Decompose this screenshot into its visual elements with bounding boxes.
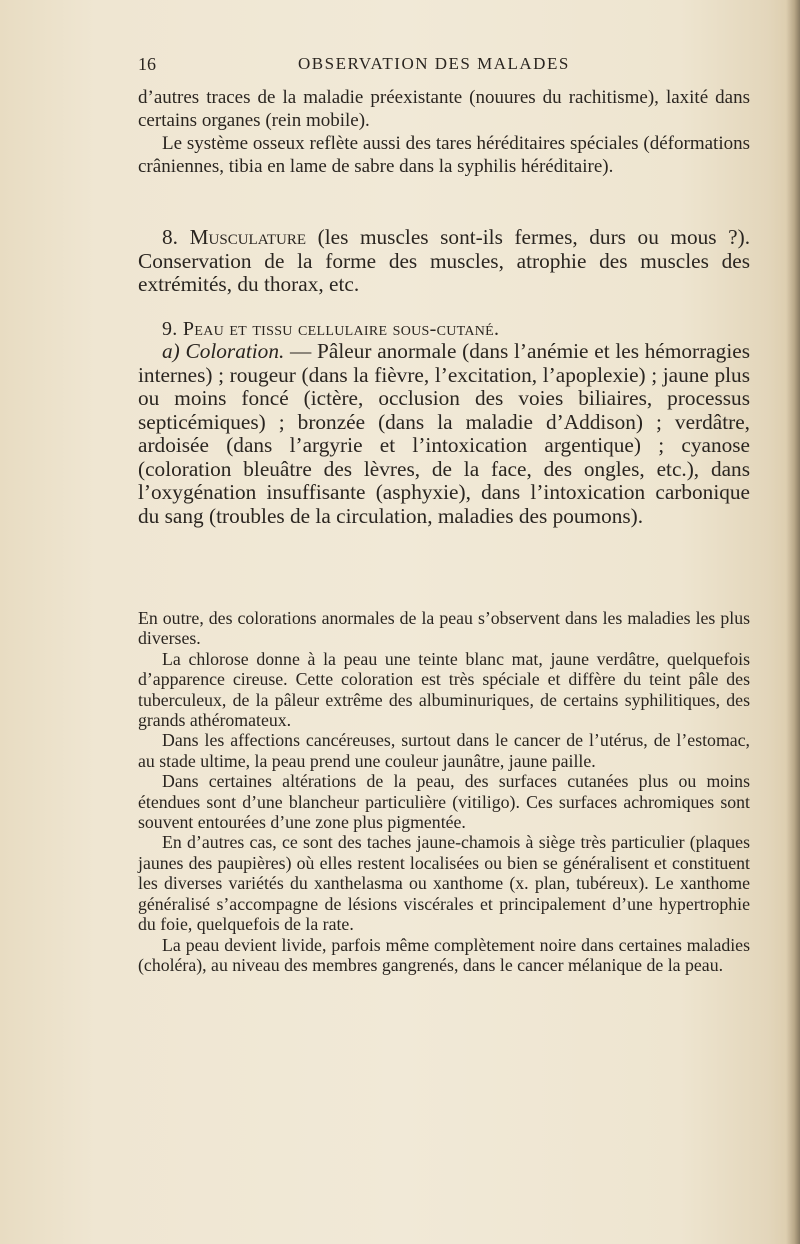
notes-block [138,608,750,975]
section-9-text: — Pâleur anormale (dans l’anémie et les hémorragies internes) ; rougeur (dans la fièvre, l’excitation, l’apoplexie) ; jaune plus ou moins foncé (ictère, occlusion des voies biliaires, processus septicémiques) ; bronzée (dans la maladie d’Addison) ; verdâtre, ardoisée (dans l’argyrie et l’intoxication argentique) ; cyanose (coloration bleuâtre des lèvres, de la face, des ongles, etc.), dans l’oxygénation insuffisante (asphyxie), dans l’intoxication carbonique du sang (troubles de la circulation, maladies des poumons). [138,339,750,528]
note-paragraph: La chlorose donne à la peau une teinte blanc mat, jaune verdâtre, quelquefois d’apparence cireuse. Cette coloration est très spéciale et diffère du teint pâle des tuberculeux, de la pâleur extrême des albuminuriques, de certains syphilitiques, des grands athéromateux. [138,648,750,731]
section-musculature [138,226,750,297]
note-paragraph: En d’autres cas, ce sont des taches jaune-chamois à siège très particulier (plaques jaunes des paupières) où elles restent localisées ou bien se généralisent et constituent les diverses variétés du xanthelasma ou xanthome (x. plan, tubéreux). Le xanthome généralisé s’accompagne de lésions viscérales et principalement d’une hypertrophie du foie, quelquefois de la rate. [138,832,750,935]
page-header [138,54,750,80]
page-edge-shadow [786,0,800,1244]
intro-paragraph-2: Le système osseux reflète aussi des tares héréditaires spéciales (déformations crâniennes, tibia en lame de sabre dans la syphilis héréditaire). [138,133,750,177]
section-9-heading [138,318,750,340]
section-9-paragraph [138,340,750,528]
intro-paragraph-1: d’autres traces de la maladie préexistante (nouures du rachitisme), laxité dans certains organes (rein mobile). [138,87,750,131]
page-number: 16 [138,54,156,74]
intro-block [138,86,750,178]
running-head: OBSERVATION DES MALADES [298,54,570,73]
section-8-text: (les muscles sont-ils fermes, durs ou mous ?). Conservation de la forme des muscles, atrophie des muscles des extrémités, du thorax, etc. [138,225,751,296]
section-9-title: Peau et tissu cellulaire sous-cutané. [182,318,500,340]
section-8-paragraph [138,226,750,297]
section-skin [138,318,750,528]
sub-label: a) [162,339,180,363]
section-8-title: Musculature [189,225,307,249]
sub-title: Coloration. [185,339,285,363]
section-9-number: 9. [162,318,178,340]
section-8-number: 8. [162,225,178,249]
note-paragraph: Dans les affections cancéreuses, surtout dans le cancer de l’utérus, de l’estomac, au stade ultime, la peau prend une couleur jaunâtre, jaune paille. [138,730,750,771]
note-paragraph: La peau devient livide, parfois même complètement noire dans certaines maladies (choléra), au niveau des membres gangrenés, dans le cancer mélanique de la peau. [138,934,750,975]
note-paragraph: En outre, des colorations anormales de la peau s’observent dans les maladies les plus diverses. [138,608,750,649]
note-paragraph: Dans certaines altérations de la peau, des surfaces cutanées plus ou moins étendues sont d’une blancheur particulière (vitiligo). Ces surfaces achromiques sont souvent entourées d’une zone plus pigmentée. [138,771,750,833]
